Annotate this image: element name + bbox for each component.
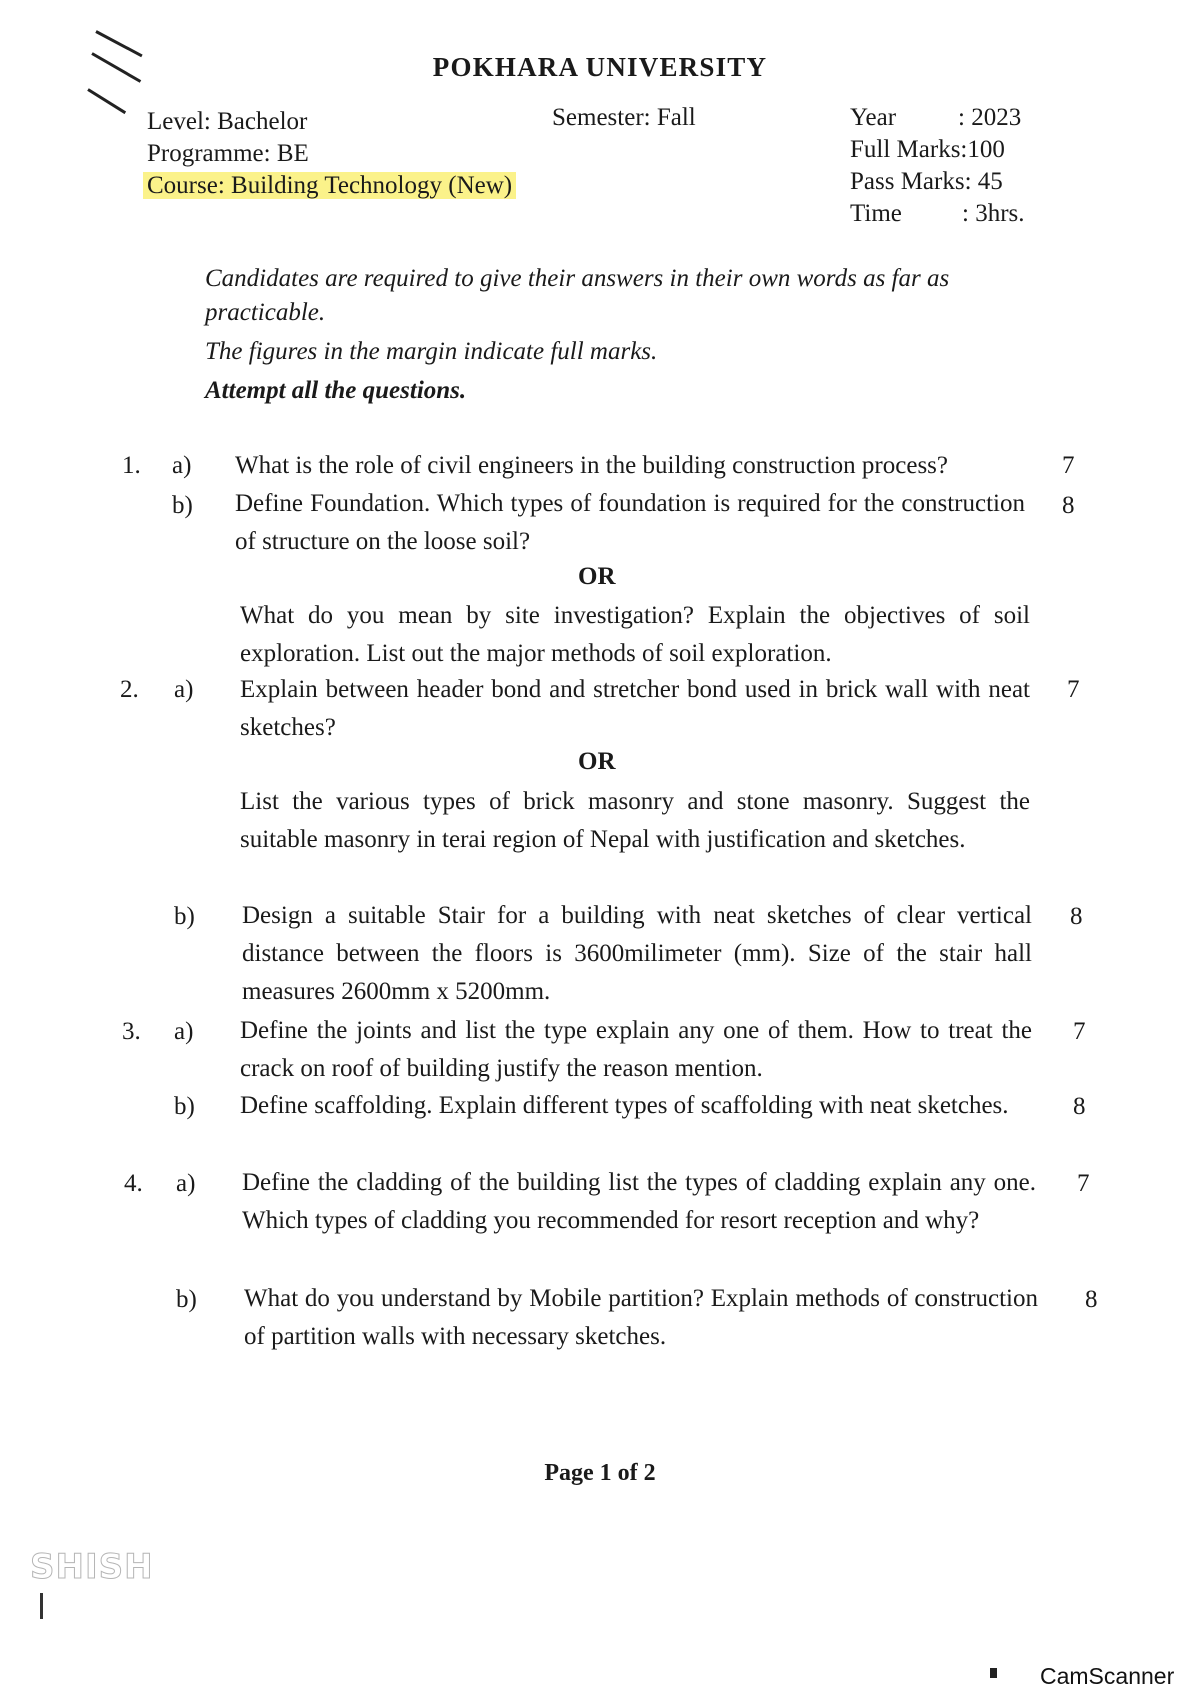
- question-part: b): [174, 903, 195, 930]
- question-text: Define the joints and list the type explain any one of them. How to treat the crack on roof of building justify the reason mention.: [240, 1017, 1032, 1082]
- marks: 8: [1062, 492, 1075, 519]
- camscanner-logo-icon: [990, 1650, 1032, 1690]
- question-text: Define scaffolding. Explain different types of scaffolding with neat sketches.: [240, 1092, 1009, 1119]
- question-part: b): [172, 492, 193, 519]
- question-part: a): [174, 1018, 194, 1045]
- page-number: Page 1 of 2: [544, 1460, 656, 1486]
- or-separator: OR: [578, 563, 616, 590]
- year-value: : 2023: [958, 104, 1022, 131]
- semester: Semester: Fall: [552, 104, 696, 131]
- question-text: Define the cladding of the building list the types of cladding explain any one. Which types of cladding you recommended for resort reception and why?: [242, 1169, 1036, 1234]
- question-text: Explain between header bond and stretcher bond used in brick wall with neat sketches?: [240, 676, 1030, 741]
- marks: 8: [1085, 1286, 1098, 1313]
- question-text: Design a suitable Stair for a building with neat sketches of clear vertical distance between the floors is 3600milimeter (mm). Size of the stair hall measures 2600mm x 5200mm.: [242, 902, 1032, 1005]
- or-separator: OR: [578, 748, 616, 775]
- marks: 7: [1073, 1018, 1086, 1045]
- question-part: b): [174, 1093, 195, 1120]
- pass-marks: Pass Marks: 45: [850, 168, 1003, 195]
- question-number: 3.: [122, 1018, 141, 1045]
- question-text: List the various types of brick masonry and stone masonry. Suggest the suitable masonry in terai region of Nepal with justification and sketches.: [240, 788, 1030, 853]
- question-number: 2.: [120, 676, 139, 703]
- question-text: What do you understand by Mobile partition? Explain methods of construction of partition walls with necessary sketches.: [244, 1285, 1038, 1350]
- course-highlight: Course: Building Technology (New): [143, 172, 516, 199]
- instruction-2: The figures in the margin indicate full marks.: [205, 338, 658, 365]
- question-part: b): [176, 1286, 197, 1313]
- question-text: What do you mean by site investigation? Explain the objectives of soil exploration. List out the major methods of soil exploration.: [240, 602, 1030, 667]
- instruction-3: Attempt all the questions.: [205, 377, 467, 404]
- question-text: Define Foundation. Which types of foundation is required for the construction of structure on the loose soil?: [235, 490, 1025, 555]
- marks: 8: [1070, 903, 1083, 930]
- question-number: 1.: [122, 452, 141, 479]
- question-part: a): [172, 452, 192, 479]
- question-part: a): [176, 1170, 196, 1197]
- year-label: Year: [850, 104, 897, 131]
- marks: 8: [1073, 1093, 1086, 1120]
- pen-mark: [87, 88, 126, 114]
- instruction-1: Candidates are required to give their answers in their own words as far as practicable.: [205, 265, 950, 326]
- level: Level: Bachelor: [147, 108, 308, 135]
- marks: 7: [1062, 452, 1075, 479]
- marks: 7: [1077, 1170, 1090, 1197]
- question-text: What is the role of civil engineers in the building construction process?: [235, 452, 949, 479]
- watermark-name: SHISH: [30, 1547, 154, 1587]
- full-marks: Full Marks:100: [850, 136, 1005, 163]
- course: [147, 172, 516, 200]
- question-number: 4.: [124, 1170, 143, 1197]
- marks: 7: [1067, 676, 1080, 703]
- programme: Programme: BE: [147, 140, 309, 167]
- time-value: : 3hrs.: [962, 200, 1025, 227]
- time-label: Time: [850, 200, 902, 227]
- camscanner-label: CamScanner: [1040, 1663, 1175, 1689]
- question-part: a): [174, 676, 194, 703]
- university-title: POKHARA UNIVERSITY: [432, 52, 768, 82]
- scan-artifact: [40, 1593, 43, 1619]
